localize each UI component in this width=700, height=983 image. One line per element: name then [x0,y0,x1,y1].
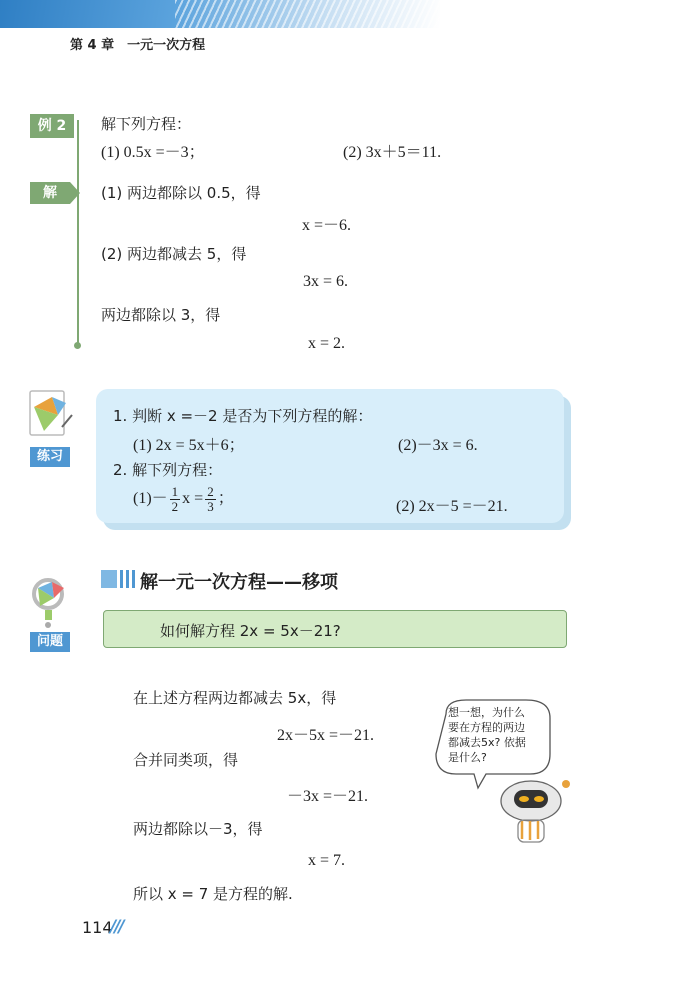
question-text: 如何解方程 2x = 5x－21? [160,622,341,640]
practice-tag: 练习 [30,447,70,467]
practice-icon [22,385,76,443]
solution-step-1: (1) 两边都除以 0.5，得 [101,184,261,202]
practice-q1: 1. 判断 x =－2 是否为下列方程的解： [113,407,373,425]
body-step-1: 在上述方程两边都减去 5x，得 [133,689,337,707]
example-problem-1: (1) 0.5x =－3； [101,144,205,161]
solution-step-2: (2) 两边都减去 5，得 [101,245,247,263]
page-number: 114 [82,918,113,937]
practice-q1b: (2)－3x = 6. [398,437,478,454]
page-number-slashes: /// [110,917,123,937]
chapter-title: 第 4 章 一元一次方程 [70,38,206,53]
question-tag: 问题 [30,632,70,652]
body-eq-3: x = 7. [308,852,346,869]
section-title: 解一元一次方程——移项 [140,572,338,593]
body-step-3: 两边都除以－3，得 [133,820,263,838]
example-vertical-line [77,120,79,346]
body-step-2: 合并同类项，得 [133,751,239,769]
section-heading-bars [101,570,138,589]
body-conclusion: 所以 x = 7 是方程的解. [133,885,293,903]
solution-eq-1: x =－6. [302,217,352,234]
example-line-dot [74,342,81,349]
example-problem-2: (2) 3x＋5＝11. [343,144,442,161]
practice-q2: 2. 解下列方程： [113,461,223,479]
body-eq-1: 2x－5x =－21. [277,727,375,744]
solution-eq-3: x = 2. [308,335,346,352]
bubble-text: 想一想，为什么 要在方程的两边 都减去5x? 依据 是什么? [448,706,526,764]
example-tag: 例 2 [30,114,74,138]
header-stripes [175,0,445,28]
body-eq-2: －3x =－21. [287,788,369,805]
example-prompt: 解下列方程： [101,115,192,133]
solution-step-3: 两边都除以 3，得 [101,306,221,324]
question-icon [24,576,76,630]
solution-tag: 解 [30,182,70,204]
practice-q2b: (2) 2x－5 =－21. [396,498,508,515]
solution-eq-2: 3x = 6. [303,273,349,290]
practice-q1a: (1) 2x = 5x＋6； [133,437,245,454]
practice-q2a: (1)－ $\frac{1}{2}$ x = $\frac{2}{3}$ ； [133,484,234,514]
